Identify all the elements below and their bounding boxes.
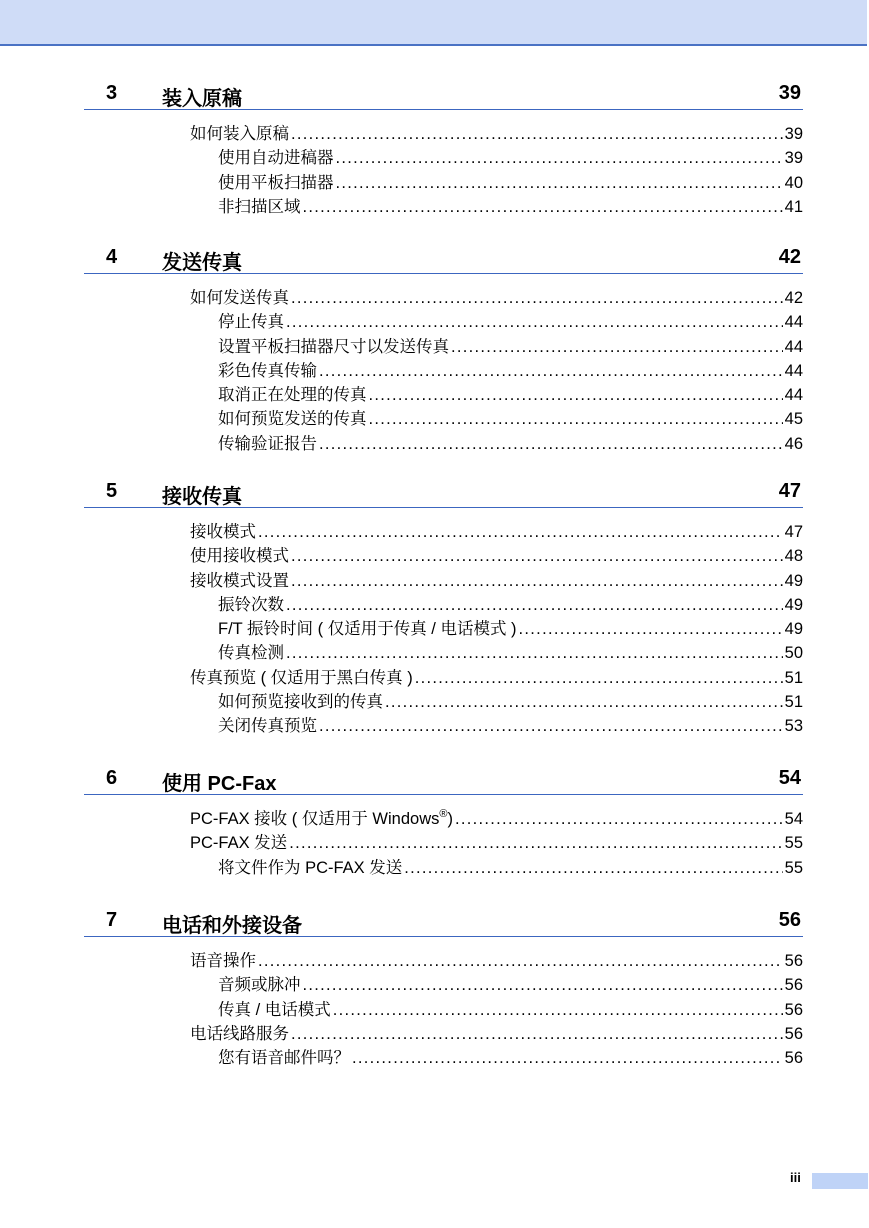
entry-label <box>190 949 256 973</box>
entry-label-text: 传真预览 ( 仅适用于黑白传真 ) <box>190 668 413 687</box>
dot-leader <box>404 856 782 880</box>
dot-leader <box>336 146 783 170</box>
chapter-section <box>84 766 803 880</box>
entry-page: 42 <box>784 289 803 307</box>
entry-page: 47 <box>784 523 803 541</box>
entry-label-text: PC-FAX 接收 ( 仅适用于 Windows <box>190 810 440 828</box>
dot-leader <box>333 998 783 1022</box>
entry-page: 44 <box>784 386 803 405</box>
toc-entry[interactable] <box>84 998 803 1022</box>
entry-label <box>218 998 331 1022</box>
toc-entry[interactable] <box>84 617 803 641</box>
entry-page: 44 <box>784 313 803 332</box>
entry-page: 44 <box>784 361 803 380</box>
toc-entry[interactable] <box>84 310 803 334</box>
entry-label <box>218 195 301 219</box>
entry-label <box>190 544 289 568</box>
entry-page: 55 <box>784 834 803 853</box>
entry-label-text: PC-FAX 发送 <box>190 834 288 853</box>
entry-page: 56 <box>784 952 803 970</box>
entry-page: 55 <box>784 858 803 877</box>
entry-label <box>218 359 317 383</box>
entry-label-text: 如何预览发送的传真 <box>218 410 367 429</box>
entry-label <box>190 1022 289 1046</box>
chapter-number: 5 <box>106 480 118 502</box>
toc-entry[interactable] <box>84 520 803 544</box>
entry-list <box>84 122 803 219</box>
dot-leader <box>303 973 783 997</box>
dot-leader <box>385 690 783 714</box>
dot-leader <box>336 171 783 195</box>
toc-entry[interactable] <box>84 856 803 880</box>
entry-list <box>84 520 803 739</box>
chapter-page: 47 <box>778 480 801 502</box>
entry-page: 39 <box>784 149 803 168</box>
toc-entry[interactable] <box>84 1022 803 1046</box>
entry-label <box>190 286 289 310</box>
entry-label <box>190 569 289 593</box>
dot-leader <box>286 593 783 617</box>
toc-entry[interactable] <box>84 641 803 665</box>
chapter-heading[interactable] <box>84 766 803 795</box>
entry-label-text: 振铃次数 <box>218 595 284 614</box>
entry-label-text: 彩色传真传输 <box>218 361 317 380</box>
dot-leader <box>291 569 783 593</box>
chapter-number: 6 <box>106 767 118 789</box>
entry-label-text: 停止传真 <box>218 313 284 332</box>
entry-label-suffix: ) <box>447 810 453 828</box>
entry-label-text: 取消正在处理的传真 <box>218 386 367 405</box>
dot-leader <box>258 520 783 544</box>
dot-leader <box>455 807 783 831</box>
entry-page: 51 <box>784 693 803 712</box>
entry-label-text: 关闭传真预览 <box>218 717 317 736</box>
entry-label-text: 传真检测 <box>218 644 284 663</box>
entry-label <box>218 1046 350 1070</box>
entry-label-text: 语音操作 <box>190 952 256 970</box>
entry-page: 48 <box>784 547 803 566</box>
chapter-title: 使用 PC-Fax <box>162 773 277 795</box>
header-band <box>0 0 867 46</box>
entry-list <box>84 286 803 456</box>
chapter-section <box>84 81 803 219</box>
chapter-title: 接收传真 <box>162 486 242 508</box>
dot-leader <box>289 831 782 855</box>
entry-label-text: 您有语音邮件吗？ <box>218 1049 350 1068</box>
toc-entry[interactable] <box>84 359 803 383</box>
entry-label <box>218 714 317 738</box>
page-tab <box>812 1173 868 1189</box>
toc-entry[interactable] <box>84 949 803 973</box>
toc-entry[interactable] <box>84 335 803 359</box>
chapter-page: 39 <box>778 82 801 104</box>
toc-entry[interactable] <box>84 171 803 195</box>
toc-entry[interactable] <box>84 146 803 170</box>
toc-entry[interactable] <box>84 195 803 219</box>
entry-label-text: 使用平板扫描器 <box>218 173 334 192</box>
entry-label <box>218 146 334 170</box>
chapter-heading[interactable] <box>84 479 803 508</box>
entry-list <box>84 807 803 880</box>
entry-page: 56 <box>784 1049 803 1068</box>
entry-label-text: F/T 振铃时间 ( 仅适用于传真 / 电话模式 ) <box>218 620 517 639</box>
entry-label-text: 传输验证报告 <box>218 434 317 453</box>
toc-entry[interactable] <box>84 383 803 407</box>
dot-leader <box>352 1046 783 1070</box>
entry-page: 44 <box>784 337 803 356</box>
toc-entry[interactable] <box>84 690 803 714</box>
dot-leader <box>303 195 783 219</box>
entry-label <box>218 617 517 641</box>
dot-leader <box>319 432 783 456</box>
entry-label-text: 使用接收模式 <box>190 547 289 566</box>
chapter-page: 42 <box>778 246 801 268</box>
entry-page: 40 <box>784 173 803 192</box>
entry-label <box>218 432 317 456</box>
entry-label-text: 接收模式 <box>190 523 256 541</box>
entry-label <box>218 171 334 195</box>
toc-entry[interactable] <box>84 407 803 431</box>
entry-page: 56 <box>784 1000 803 1019</box>
entry-label-text: 设置平板扫描器尺寸以发送传真 <box>218 337 449 356</box>
entry-label-text: 使用自动进稿器 <box>218 149 334 168</box>
chapter-number: 4 <box>106 246 118 268</box>
dot-leader <box>319 714 783 738</box>
registered-mark: ® <box>439 808 448 820</box>
chapter-number: 7 <box>106 909 118 931</box>
toc-entry[interactable] <box>84 286 803 310</box>
entry-label-text: 传真 / 电话模式 <box>218 1000 331 1019</box>
toc-entry[interactable] <box>84 122 803 146</box>
entry-label-text: 接收模式设置 <box>190 571 289 590</box>
entry-label-text: 电话线路服务 <box>190 1024 289 1043</box>
entry-label <box>218 383 367 407</box>
toc-entry[interactable] <box>84 432 803 456</box>
entry-page: 56 <box>784 1024 803 1043</box>
entry-page: 53 <box>784 717 803 736</box>
toc-entry[interactable] <box>84 973 803 997</box>
dot-leader <box>415 666 783 690</box>
entry-label <box>218 310 284 334</box>
entry-page: 49 <box>784 620 803 639</box>
toc-entry[interactable] <box>84 831 803 855</box>
toc-entry[interactable] <box>84 666 803 690</box>
dot-leader <box>286 310 783 334</box>
toc-entry[interactable] <box>84 1046 803 1070</box>
chapter-title: 装入原稿 <box>162 88 242 110</box>
toc-entry[interactable] <box>84 569 803 593</box>
chapter-page: 56 <box>778 909 801 931</box>
entry-page: 41 <box>784 197 803 216</box>
entry-label <box>218 641 284 665</box>
dot-leader <box>319 359 783 383</box>
entry-page: 49 <box>784 571 803 590</box>
chapter-section <box>84 479 803 739</box>
entry-label <box>218 593 284 617</box>
entry-label <box>218 690 383 714</box>
entry-list <box>84 949 803 1070</box>
chapter-section <box>84 908 803 1070</box>
entry-page: 50 <box>784 644 803 663</box>
chapter-heading[interactable] <box>84 908 803 937</box>
chapter-heading[interactable] <box>84 81 803 110</box>
dot-leader <box>291 122 783 146</box>
page-number: iii <box>790 1170 801 1185</box>
entry-label-text: 如何装入原稿 <box>190 125 289 143</box>
toc-entry[interactable] <box>84 714 803 738</box>
dot-leader <box>291 544 783 568</box>
entry-label-text: 如何预览接收到的传真 <box>218 693 383 712</box>
dot-leader <box>291 1022 783 1046</box>
entry-page: 45 <box>784 410 803 429</box>
chapter-heading[interactable] <box>84 245 803 274</box>
chapter-title: 发送传真 <box>162 252 242 274</box>
entry-label <box>190 831 287 855</box>
toc-entry[interactable] <box>84 593 803 617</box>
entry-label <box>218 407 367 431</box>
entry-label-text: 音频或脉冲 <box>218 976 301 995</box>
dot-leader <box>291 286 783 310</box>
chapter-number: 3 <box>106 82 118 104</box>
dot-leader <box>369 407 783 431</box>
dot-leader <box>286 641 783 665</box>
entry-label <box>190 807 453 831</box>
entry-label <box>190 122 289 146</box>
entry-label <box>218 973 301 997</box>
dot-leader <box>519 617 783 641</box>
toc-entry[interactable] <box>84 544 803 568</box>
entry-label <box>218 856 402 880</box>
entry-label-text: 非扫描区域 <box>218 197 301 216</box>
entry-page: 56 <box>784 976 803 995</box>
dot-leader <box>451 335 783 359</box>
dot-leader <box>369 383 783 407</box>
entry-page: 51 <box>784 668 803 687</box>
entry-label <box>218 335 449 359</box>
entry-page: 39 <box>784 125 803 143</box>
entry-label <box>190 520 256 544</box>
entry-page: 46 <box>784 434 803 453</box>
chapter-page: 54 <box>778 767 801 789</box>
entry-page: 49 <box>784 595 803 614</box>
entry-page: 54 <box>784 810 803 828</box>
entry-label-text: 将文件作为 PC-FAX 发送 <box>218 858 403 877</box>
dot-leader <box>258 949 783 973</box>
chapter-section <box>84 245 803 456</box>
chapter-title: 电话和外接设备 <box>162 915 302 937</box>
entry-label <box>190 666 413 690</box>
toc-entry[interactable] <box>84 807 803 831</box>
entry-label-text: 如何发送传真 <box>190 289 289 307</box>
